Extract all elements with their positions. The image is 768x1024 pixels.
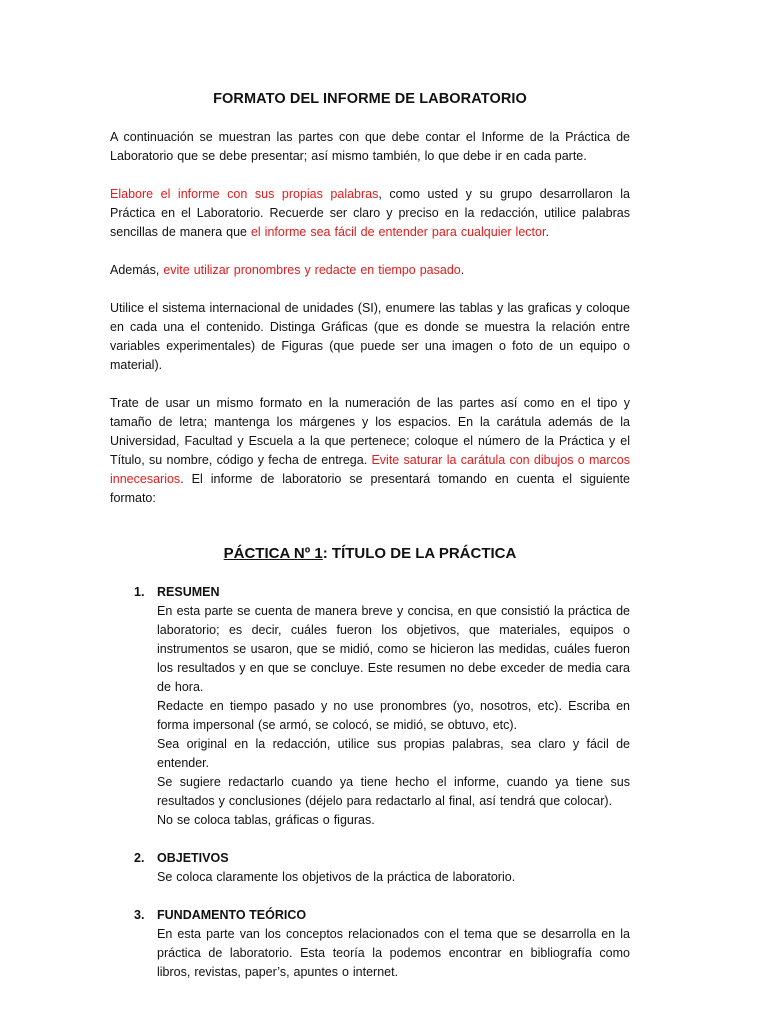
practice-title (110, 545, 630, 563)
section-number: 1. (134, 585, 145, 599)
paragraph-avoid-pronouns (110, 261, 630, 280)
document-page (110, 0, 630, 982)
section-objetivos (110, 849, 630, 887)
section-body (157, 925, 630, 982)
emphasis-easy-to-understand: el informe sea fácil de entender para cualquier lector (250, 225, 546, 239)
practice-title-rest: : TÍTULO DE LA PRÁCTICA (322, 545, 517, 562)
section-fundamento-teorico (110, 906, 630, 982)
paragraph-units: Utilice el sistema internacional de unidades (SI), enumere las tablas y las graficas y coloque en cada una el contenido. Distinga Gráficas (que es donde se muestra la relación entre variables experimentales) de Figuras (que puede ser una imagen o foto de un equipo o material). (110, 301, 630, 372)
section-paragraph: No se coloca tablas, gráficas o figuras. (157, 813, 375, 827)
intro-paragraph: A continuación se muestran las partes con que debe contar el Informe de la Práctica de Laboratorio que se debe presentar; así mismo también, lo que debe ir en cada parte. (110, 130, 630, 163)
practice-number: PÁCTICA Nº 1 (223, 545, 323, 562)
section-number: 2. (134, 851, 145, 865)
section-body (157, 602, 630, 830)
paragraph-avoid-pronouns-text-1: Además, (110, 263, 164, 277)
emphasis-own-words: Elabore el informe con sus propias palabras (110, 187, 379, 201)
paragraph-own-words (110, 185, 630, 242)
section-paragraph: Se coloca claramente los objetivos de la práctica de laboratorio. (157, 870, 516, 884)
document-title: FORMATO DEL INFORME DE LABORATORIO (213, 91, 527, 107)
section-paragraph: Se sugiere redactarlo cuando ya tiene hecho el informe, cuando ya tiene sus resultados y conclusiones (déjelo para redactarlo al final, así tendrá que colocar). (157, 775, 630, 808)
paragraph-avoid-pronouns-text-2: . (460, 263, 465, 277)
emphasis-cover-page: Evite saturar la carátula con dibujos o marcos innecesarios (110, 453, 630, 486)
section-resumen (110, 583, 630, 830)
section-paragraph: En esta parte van los conceptos relacionados con el tema que se desarrolla en la práctica de laboratorio. Esta teoría la podemos encontrar en bibliografía como libros, revistas, paper’s, apuntes o internet. (157, 927, 630, 979)
paragraph-format-text-2: . El informe de laboratorio se presentará tomando en cuenta el siguiente formato: (110, 472, 630, 505)
section-heading: RESUMEN (157, 585, 220, 599)
section-body (157, 868, 630, 887)
paragraph-format-text-1: Trate de usar un mismo formato en la numeración de las partes así como en el tipo y tamaño de letra; mantenga los márgenes y los espacios. En la carátula además de la Universidad, Facultad y Escuela a la que pertenece; coloque el número de la Práctica y el Título, su nombre, código y fecha de entrega. (110, 396, 630, 467)
section-paragraph: En esta parte se cuenta de manera breve y concisa, en que consistió la práctica de laboratorio; es decir, cuáles fueron los objetivos, que materiales, equipos o instrumentos se usaron, que se midió, como se hicieron las medidas, cuáles fueron los resultados y en que se concluye. Este resumen no debe exceder de media cara de hora. (157, 604, 630, 694)
section-heading: FUNDAMENTO TEÓRICO (157, 908, 307, 922)
paragraph-own-words-text-1: , como usted y su grupo desarrollaron la Práctica en el Laboratorio. Recuerde ser claro y preciso en la redacción, utilice palabras sencillas de manera que (110, 187, 630, 239)
section-number: 3. (134, 908, 145, 922)
section-paragraph: Redacte en tiempo pasado y no use pronombres (yo, nosotros, etc). Escriba en forma impersonal (se armó, se colocó, se midió, se obtuvo, etc). (157, 699, 630, 732)
paragraph-own-words-text-2: . (545, 225, 549, 239)
section-heading: OBJETIVOS (157, 851, 229, 865)
paragraph-format (110, 394, 630, 508)
section-paragraph: Sea original en la redacción, utilice sus propias palabras, sea claro y fácil de entender. (157, 737, 630, 770)
emphasis-avoid-pronouns: evite utilizar pronombres y redacte en tiempo pasado (163, 263, 461, 277)
